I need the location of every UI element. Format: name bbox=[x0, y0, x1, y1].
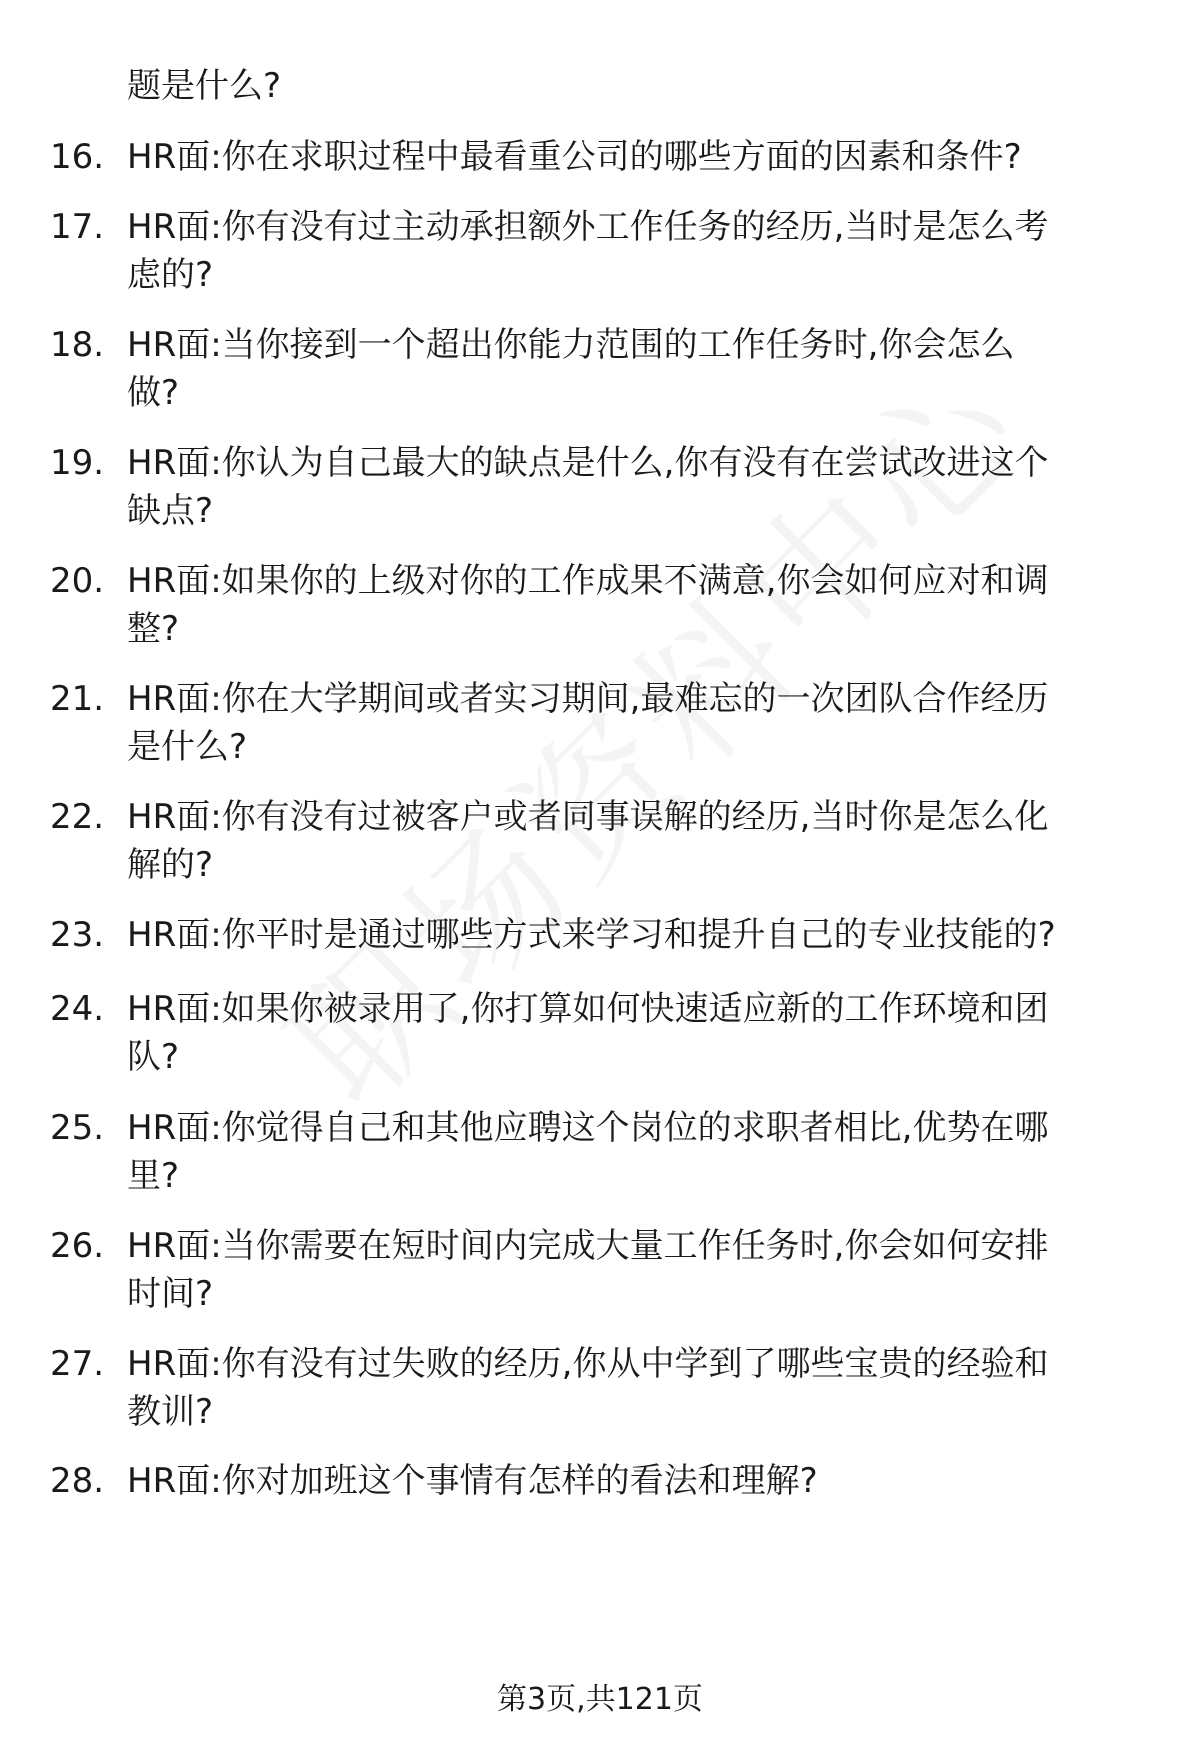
question-text: HR面:你有没有过失败的经历,你从中学到了哪些宝贵的经验和 教训? bbox=[127, 1344, 1049, 1432]
continued-question-text: 题是什么? bbox=[127, 66, 282, 106]
question-text: HR面:你有没有过主动承担额外工作任务的经历,当时是怎么考 虑的? bbox=[127, 207, 1049, 295]
question-text: HR面:当你接到一个超出你能力范围的工作任务时,你会怎么 做? bbox=[127, 325, 1015, 413]
question-text: HR面:你觉得自己和其他应聘这个岗位的求职者相比,优势在哪 里? bbox=[127, 1108, 1049, 1196]
question-text: HR面:你在大学期间或者实习期间,最难忘的一次团队合作经历 是什么? bbox=[127, 679, 1049, 767]
question-number: 17. bbox=[50, 207, 105, 247]
question-text: HR面:你认为自己最大的缺点是什么,你有没有在尝试改进这个 缺点? bbox=[127, 443, 1049, 531]
question-number: 16. bbox=[50, 137, 105, 177]
question-text: HR面:你对加班这个事情有怎样的看法和理解? bbox=[127, 1461, 818, 1501]
question-text: HR面:你在求职过程中最看重公司的哪些方面的因素和条件? bbox=[127, 137, 1022, 177]
question-number: 28. bbox=[50, 1461, 105, 1501]
question-number: 25. bbox=[50, 1108, 105, 1148]
question-text: HR面:你有没有过被客户或者同事误解的经历,当时你是怎么化 解的? bbox=[127, 797, 1049, 885]
question-number: 26. bbox=[50, 1226, 105, 1266]
question-number: 19. bbox=[50, 443, 105, 483]
question-number: 18. bbox=[50, 325, 105, 365]
question-number: 20. bbox=[50, 561, 105, 601]
question-text: HR面:当你需要在短时间内完成大量工作任务时,你会如何安排 时间? bbox=[127, 1226, 1049, 1314]
question-text: HR面:如果你的上级对你的工作成果不满意,你会如何应对和调 整? bbox=[127, 561, 1049, 649]
question-text: HR面:如果你被录用了,你打算如何快速适应新的工作环境和团 队? bbox=[127, 989, 1049, 1077]
question-number: 27. bbox=[50, 1344, 105, 1384]
question-number: 24. bbox=[50, 989, 105, 1029]
page-footer: 第3页,共121页 bbox=[497, 1682, 703, 1717]
question-text: HR面:你平时是通过哪些方式来学习和提升自己的专业技能的? bbox=[127, 915, 1056, 955]
question-number: 22. bbox=[50, 797, 105, 837]
question-number: 21. bbox=[50, 679, 105, 719]
question-number: 23. bbox=[50, 915, 105, 955]
